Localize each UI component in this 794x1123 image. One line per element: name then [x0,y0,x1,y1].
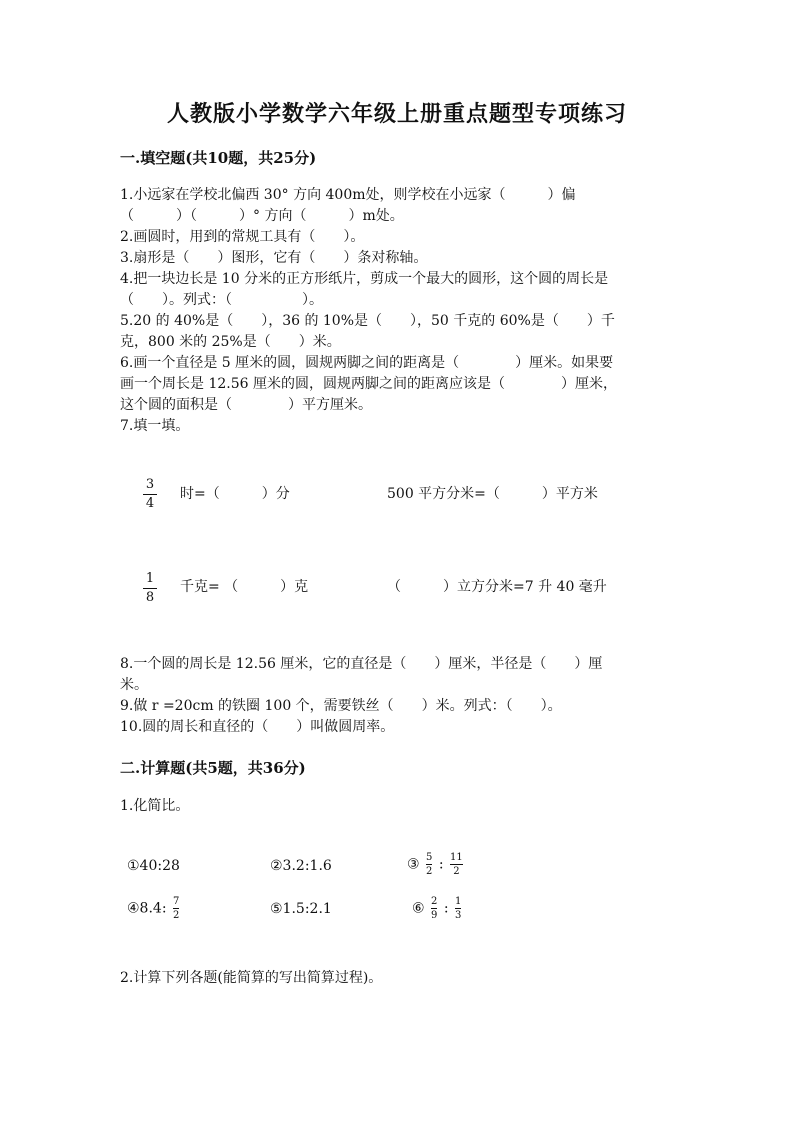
q7-item-c: 千克= （ ）克 [180,579,309,595]
fraction [173,896,179,921]
fraction-numerator: 2 [431,896,438,907]
question-line: 这个圆的面积是（ ）平方厘米。 [120,397,372,413]
ratio-item-6 [412,896,463,921]
fraction-denominator: 2 [453,866,460,877]
ratio-item-2: ②3.2:1.6 [270,858,332,874]
question-line: 3.扇形是（ ）图形，它有（ ）条对称轴。 [120,250,428,266]
fraction-bar [431,908,437,909]
fraction-bar [173,908,179,909]
question-line: （ ）（ ）° 方向（ ）m处。 [120,208,404,224]
ratio-item-1: ①40:28 [127,858,180,874]
fraction-denominator: 8 [145,590,155,605]
section-heading-calculation: 二.计算题(共5题，共36分) [120,759,306,777]
ratio-item-3 [407,852,465,877]
question-line: 4.把一块边长是 10 分米的正方形纸片，剪成一个最大的圆形，这个圆的周长是 [120,271,609,287]
ratio-item-5: ⑤1.5:2.1 [270,901,332,917]
fraction-bar [143,494,157,495]
item-label: ⑥ [412,900,425,917]
question-line: 10.圆的周长和直径的（ ）叫做圆周率。 [120,719,395,735]
ratio-colon: : [438,856,444,873]
question-line: （ ）。列式：（ ）。 [120,292,323,308]
fraction-denominator: 4 [145,496,155,511]
fraction-bar [455,908,461,909]
fraction-bar [143,588,157,589]
fraction-numerator: 1 [455,896,462,907]
page-title: 人教版小学数学六年级上册重点题型专项练习 [166,101,627,127]
ratio-item-4 [127,896,181,921]
question-line: 2.计算下列各题(能简算的写出简算过程)。 [120,970,383,986]
question-line: 8.一个圆的周长是 12.56 厘米，它的直径是（ ）厘米，半径是（ ）厘 [120,656,603,672]
question-line: 画一个周长是 12.56 厘米的圆，圆规两脚之间的距离应该是（ ）厘米， [120,376,617,392]
ratio-colon: : [443,900,449,917]
item-label: ④8.4: [127,900,167,917]
q7-item-d: （ ）立方分米=7 升 40 毫升 [387,579,607,595]
question-line: 1.化简比。 [120,798,190,814]
fraction-bar [426,864,432,865]
question-line: 克，800 米的 25%是（ ）米。 [120,334,341,350]
question-line: 5.20 的 40%是（ ），36 的 10%是（ ），50 千克的 60%是（ ）千 [120,313,615,329]
fraction [431,896,437,921]
fraction [426,852,432,877]
fraction-numerator: 5 [426,852,433,863]
question-line: 7.填一填。 [120,418,190,434]
question-line: 1.小远家在学校北偏西 30° 方向 400m处，则学校在小远家（ ）偏 [120,187,576,203]
section-heading-fill-blank: 一.填空题(共10题，共25分) [120,149,317,167]
fraction [450,852,463,877]
fraction-numerator: 11 [450,852,463,863]
fraction-numerator: 1 [145,571,155,586]
fraction [455,896,461,921]
fraction-three-quarters [143,477,157,512]
fraction-denominator: 2 [426,866,433,877]
question-line: 2.画圆时，用到的常规工具有（ ）。 [120,229,365,245]
fraction-denominator: 2 [173,910,180,921]
q7-item-a: 时=（ ）分 [180,486,290,502]
question-line: 9.做 r =20cm 的铁圈 100 个，需要铁丝（ ）米。列式：（ ）。 [120,698,562,714]
fraction-denominator: 9 [431,910,438,921]
question-line: 6.画一个直径是 5 厘米的圆，圆规两脚之间的距离是（ ）厘米。如果要 [120,355,614,371]
question-line: 米。 [120,677,148,693]
q7-item-b: 500 平方分米=（ ）平方米 [387,486,598,502]
fraction-bar [450,864,463,865]
item-label: ③ [407,856,420,873]
fraction-denominator: 3 [455,910,462,921]
fraction-one-eighth [143,571,157,606]
fraction-numerator: 3 [145,477,155,492]
fraction-numerator: 7 [173,896,180,907]
